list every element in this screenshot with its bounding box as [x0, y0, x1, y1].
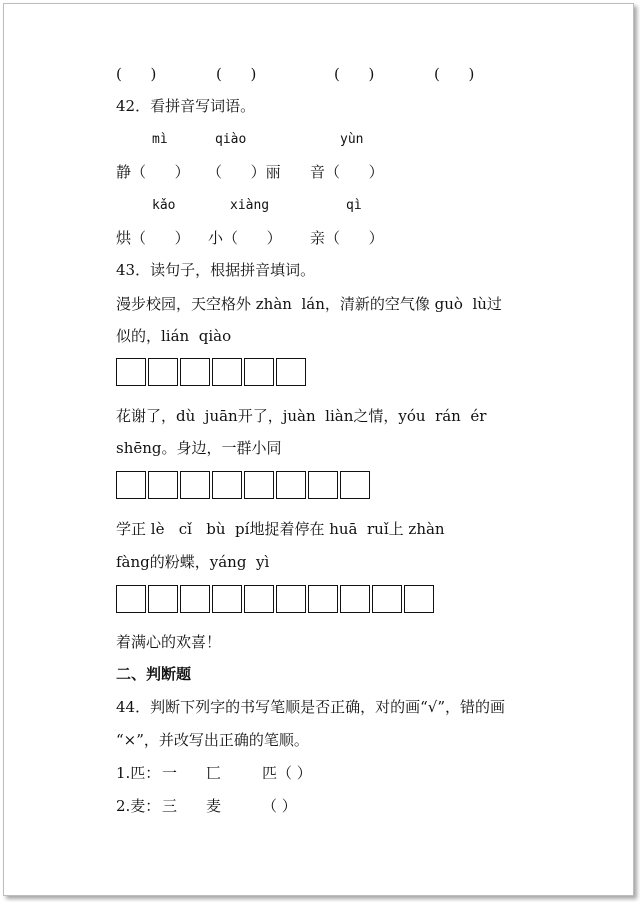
grid-cell — [148, 358, 178, 386]
question-43-title: 43．读句子，根据拼音填词。 — [116, 261, 316, 279]
word-blank: 音（ ） — [310, 163, 384, 181]
grid-cell — [276, 471, 306, 499]
writing-grid — [116, 585, 436, 613]
pinyin: mì — [152, 132, 168, 147]
question-44-line: 44．判断下列字的书写笔顺是否正确，对的画“√”，错的画 — [116, 698, 505, 716]
pinyin: qiào — [215, 132, 247, 147]
sentence-line: 漫步校园，天空格外 zhàn lán，清新的空气像 guò lù过 — [116, 295, 502, 313]
grid-cell — [116, 471, 146, 499]
word-blank: 亲（ ） — [310, 229, 384, 247]
sentence-line: fàng的粉蝶，yáng yì — [116, 553, 270, 571]
stroke-step: （ ） — [262, 797, 297, 815]
writing-grid — [116, 358, 308, 386]
grid-cell — [340, 471, 370, 499]
grid-cell — [404, 585, 434, 613]
stroke-step: 匹（ ） — [262, 764, 312, 782]
grid-cell — [308, 585, 338, 613]
answer-blank: ( ) — [216, 65, 257, 83]
grid-cell — [372, 585, 402, 613]
pinyin: qì — [346, 198, 362, 213]
word-blank: （ ）丽 — [207, 163, 281, 181]
grid-cell — [276, 585, 306, 613]
word-blank: 小（ ） — [208, 229, 282, 247]
grid-cell — [244, 585, 274, 613]
grid-cell — [212, 585, 242, 613]
sentence-line: 着满心的欢喜！ — [116, 633, 222, 651]
grid-cell — [116, 358, 146, 386]
writing-grid — [116, 471, 372, 499]
word-blank: 静（ ） — [116, 163, 190, 181]
grid-cell — [340, 585, 370, 613]
answer-blank: ( ) — [334, 65, 375, 83]
pinyin: kǎo — [152, 198, 176, 213]
question-42-title: 42．看拼音写词语。 — [116, 97, 256, 115]
grid-cell — [212, 471, 242, 499]
answer-blank: ( ) — [434, 65, 475, 83]
pinyin: yùn — [340, 132, 364, 147]
grid-cell — [148, 471, 178, 499]
grid-cell — [244, 358, 274, 386]
sentence-line: 花谢了，dù juān开了，juàn liàn之情，yóu rán ér — [116, 407, 487, 425]
grid-cell — [148, 585, 178, 613]
grid-cell — [244, 471, 274, 499]
grid-cell — [180, 585, 210, 613]
sentence-line: 学正 lè cǐ bù pí地捉着停在 huā ruǐ上 zhàn — [116, 520, 445, 538]
item-label: 2.麦： — [116, 797, 161, 815]
grid-cell — [116, 585, 146, 613]
stroke-step: 一 — [162, 764, 178, 782]
stroke-step: 麦 — [206, 797, 222, 815]
grid-cell — [180, 358, 210, 386]
question-44-line: “×”，并改写出正确的笔顺。 — [116, 731, 309, 749]
grid-cell — [276, 358, 306, 386]
answer-blank: ( ) — [116, 65, 157, 83]
grid-cell — [308, 471, 338, 499]
document-page — [3, 3, 634, 896]
stroke-step: 三 — [162, 797, 178, 815]
grid-cell — [180, 471, 210, 499]
item-label: 1.匹： — [116, 764, 161, 782]
pinyin: xiàng — [230, 198, 270, 213]
word-blank: 烘（ ） — [116, 229, 190, 247]
sentence-line: shēng。身边，一群小同 — [116, 439, 282, 457]
sentence-line: 似的，lián qiào — [116, 327, 232, 345]
grid-cell — [212, 358, 242, 386]
stroke-step: 匸 — [206, 764, 222, 782]
section-heading: 二、判断题 — [116, 665, 192, 683]
